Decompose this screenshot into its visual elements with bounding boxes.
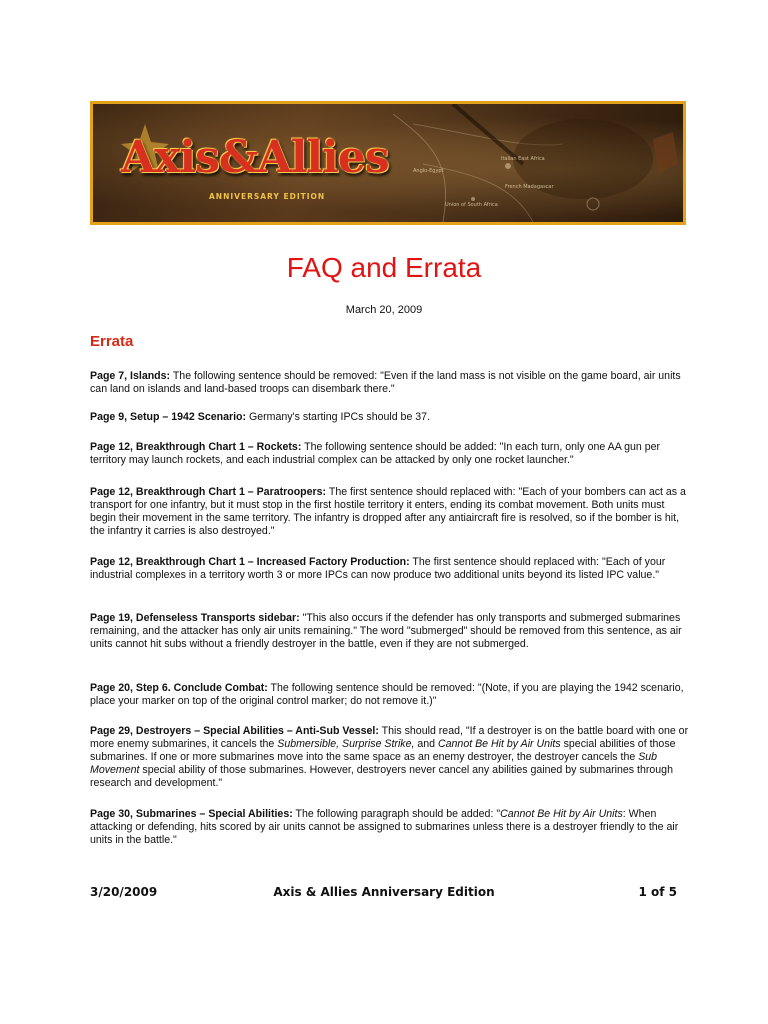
entry-body: The following sentence should be removed: "(Note, if you are playing the 1942 scenario, place your marker on top of the original control marker; do not remove it.)"	[90, 682, 684, 707]
entry-lead: Page 12, Breakthrough Chart 1 – Paratroopers:	[90, 486, 327, 498]
entry-body: The first sentence should replaced with: "Each of your industrial complexes in a territory worth 3 or more IPCs can now produce two additional units beyond its listed IPC value."	[90, 556, 666, 581]
entry-body: This should read, "If a destroyer is on the battle board with one or more enemy submarines, it cancels the	[90, 725, 689, 750]
entry-body: Germany's starting IPCs should be 37.	[246, 411, 431, 423]
logo-subtitle: ANNIVERSARY EDITION	[209, 192, 326, 201]
errata-entry	[90, 725, 690, 790]
page-number: 1 of 5	[638, 885, 677, 899]
entry-body: "This also occurs if the defender has only transports and submerged submarines remaining, and the attacker has only air units remaining." The word "submerged" should be removed from this sentence, as air units cannot hit subs without a friendly destroyer in the battle, even if they are not submerged.	[90, 612, 682, 650]
entry-emphasis: Submersible, Surprise Strike,	[277, 738, 415, 750]
section-heading: Errata	[90, 333, 134, 350]
errata-entry	[90, 612, 690, 651]
entry-lead: Page 20, Step 6. Conclude Combat:	[90, 682, 268, 694]
map-label: Italian East Africa	[501, 156, 545, 162]
entry-lead: Page 30, Submarines – Special Abilities:	[90, 808, 293, 820]
entry-lead: Page 7, Islands:	[90, 370, 171, 382]
errata-entry	[90, 441, 690, 467]
entry-emphasis: Cannot Be Hit by Air Units	[438, 738, 561, 750]
entry-body: special ability of those submarines. However, destroyers never cancel any abilities gained by submarines through research and development."	[90, 764, 673, 789]
footer-title: Axis & Allies Anniversary Edition	[273, 885, 495, 899]
entry-body: The following sentence should be removed: "Even if the land mass is not visible on the game board, air units can land on islands and land-based troops can disembark there."	[90, 370, 681, 395]
map-label: Anglo-Egypt	[413, 168, 444, 174]
errata-entry	[90, 411, 690, 424]
entry-body: The first sentence should replaced with: "Each of your bombers can act as a transport for one infantry, but it must stop in the first hostile territory it enters, ending its combat movement. Both units must begin their movement in the same territory. The infantry is dropped after any antiaircraft fire is resolved, so if the bomber is hit, the infantry it carries is also destroyed."	[90, 486, 686, 537]
map-label: French Madagascar	[505, 184, 554, 190]
errata-entry	[90, 682, 690, 708]
entry-body: and	[414, 738, 438, 750]
entry-lead: Page 29, Destroyers – Special Abilities – Anti-Sub Vessel:	[90, 725, 379, 737]
entry-lead: Page 9, Setup – 1942 Scenario:	[90, 411, 247, 423]
header-banner	[90, 101, 686, 225]
errata-entry	[90, 556, 690, 582]
entry-emphasis: Cannot Be Hit by Air Units	[500, 808, 623, 820]
errata-entry	[90, 808, 690, 847]
document-date: March 20, 2009	[345, 304, 423, 316]
entry-emphasis: Sub Movement	[90, 751, 658, 776]
entry-lead: Page 19, Defenseless Transports sidebar:	[90, 612, 300, 624]
entry-body: The following paragraph should be added: "	[292, 808, 501, 820]
footer-date: 3/20/2009	[90, 885, 158, 899]
map-label: Union of South Africa	[445, 202, 498, 208]
errata-entry	[90, 486, 690, 538]
errata-entry	[90, 370, 690, 396]
logo: Axis&Allies	[121, 132, 389, 183]
entry-body: The following sentence should be added: "In each turn, only one AA gun per territory may launch rockets, and each industrial complex can be attacked by only one rocket launcher."	[90, 441, 661, 466]
entry-body: : When attacking or defending, hits scored by air units cannot be assigned to submarines unless there is a destroyer friendly to the air units in the battle."	[90, 808, 679, 846]
entry-lead: Page 12, Breakthrough Chart 1 – Increased Factory Production:	[90, 556, 410, 568]
entry-lead: Page 12, Breakthrough Chart 1 – Rockets:	[90, 441, 302, 453]
page-title: FAQ and Errata	[286, 252, 482, 283]
entry-body: special abilities of those submarines. If one or more submarines move into the same space as an enemy destroyer, the destroyer cancels the	[90, 738, 676, 763]
